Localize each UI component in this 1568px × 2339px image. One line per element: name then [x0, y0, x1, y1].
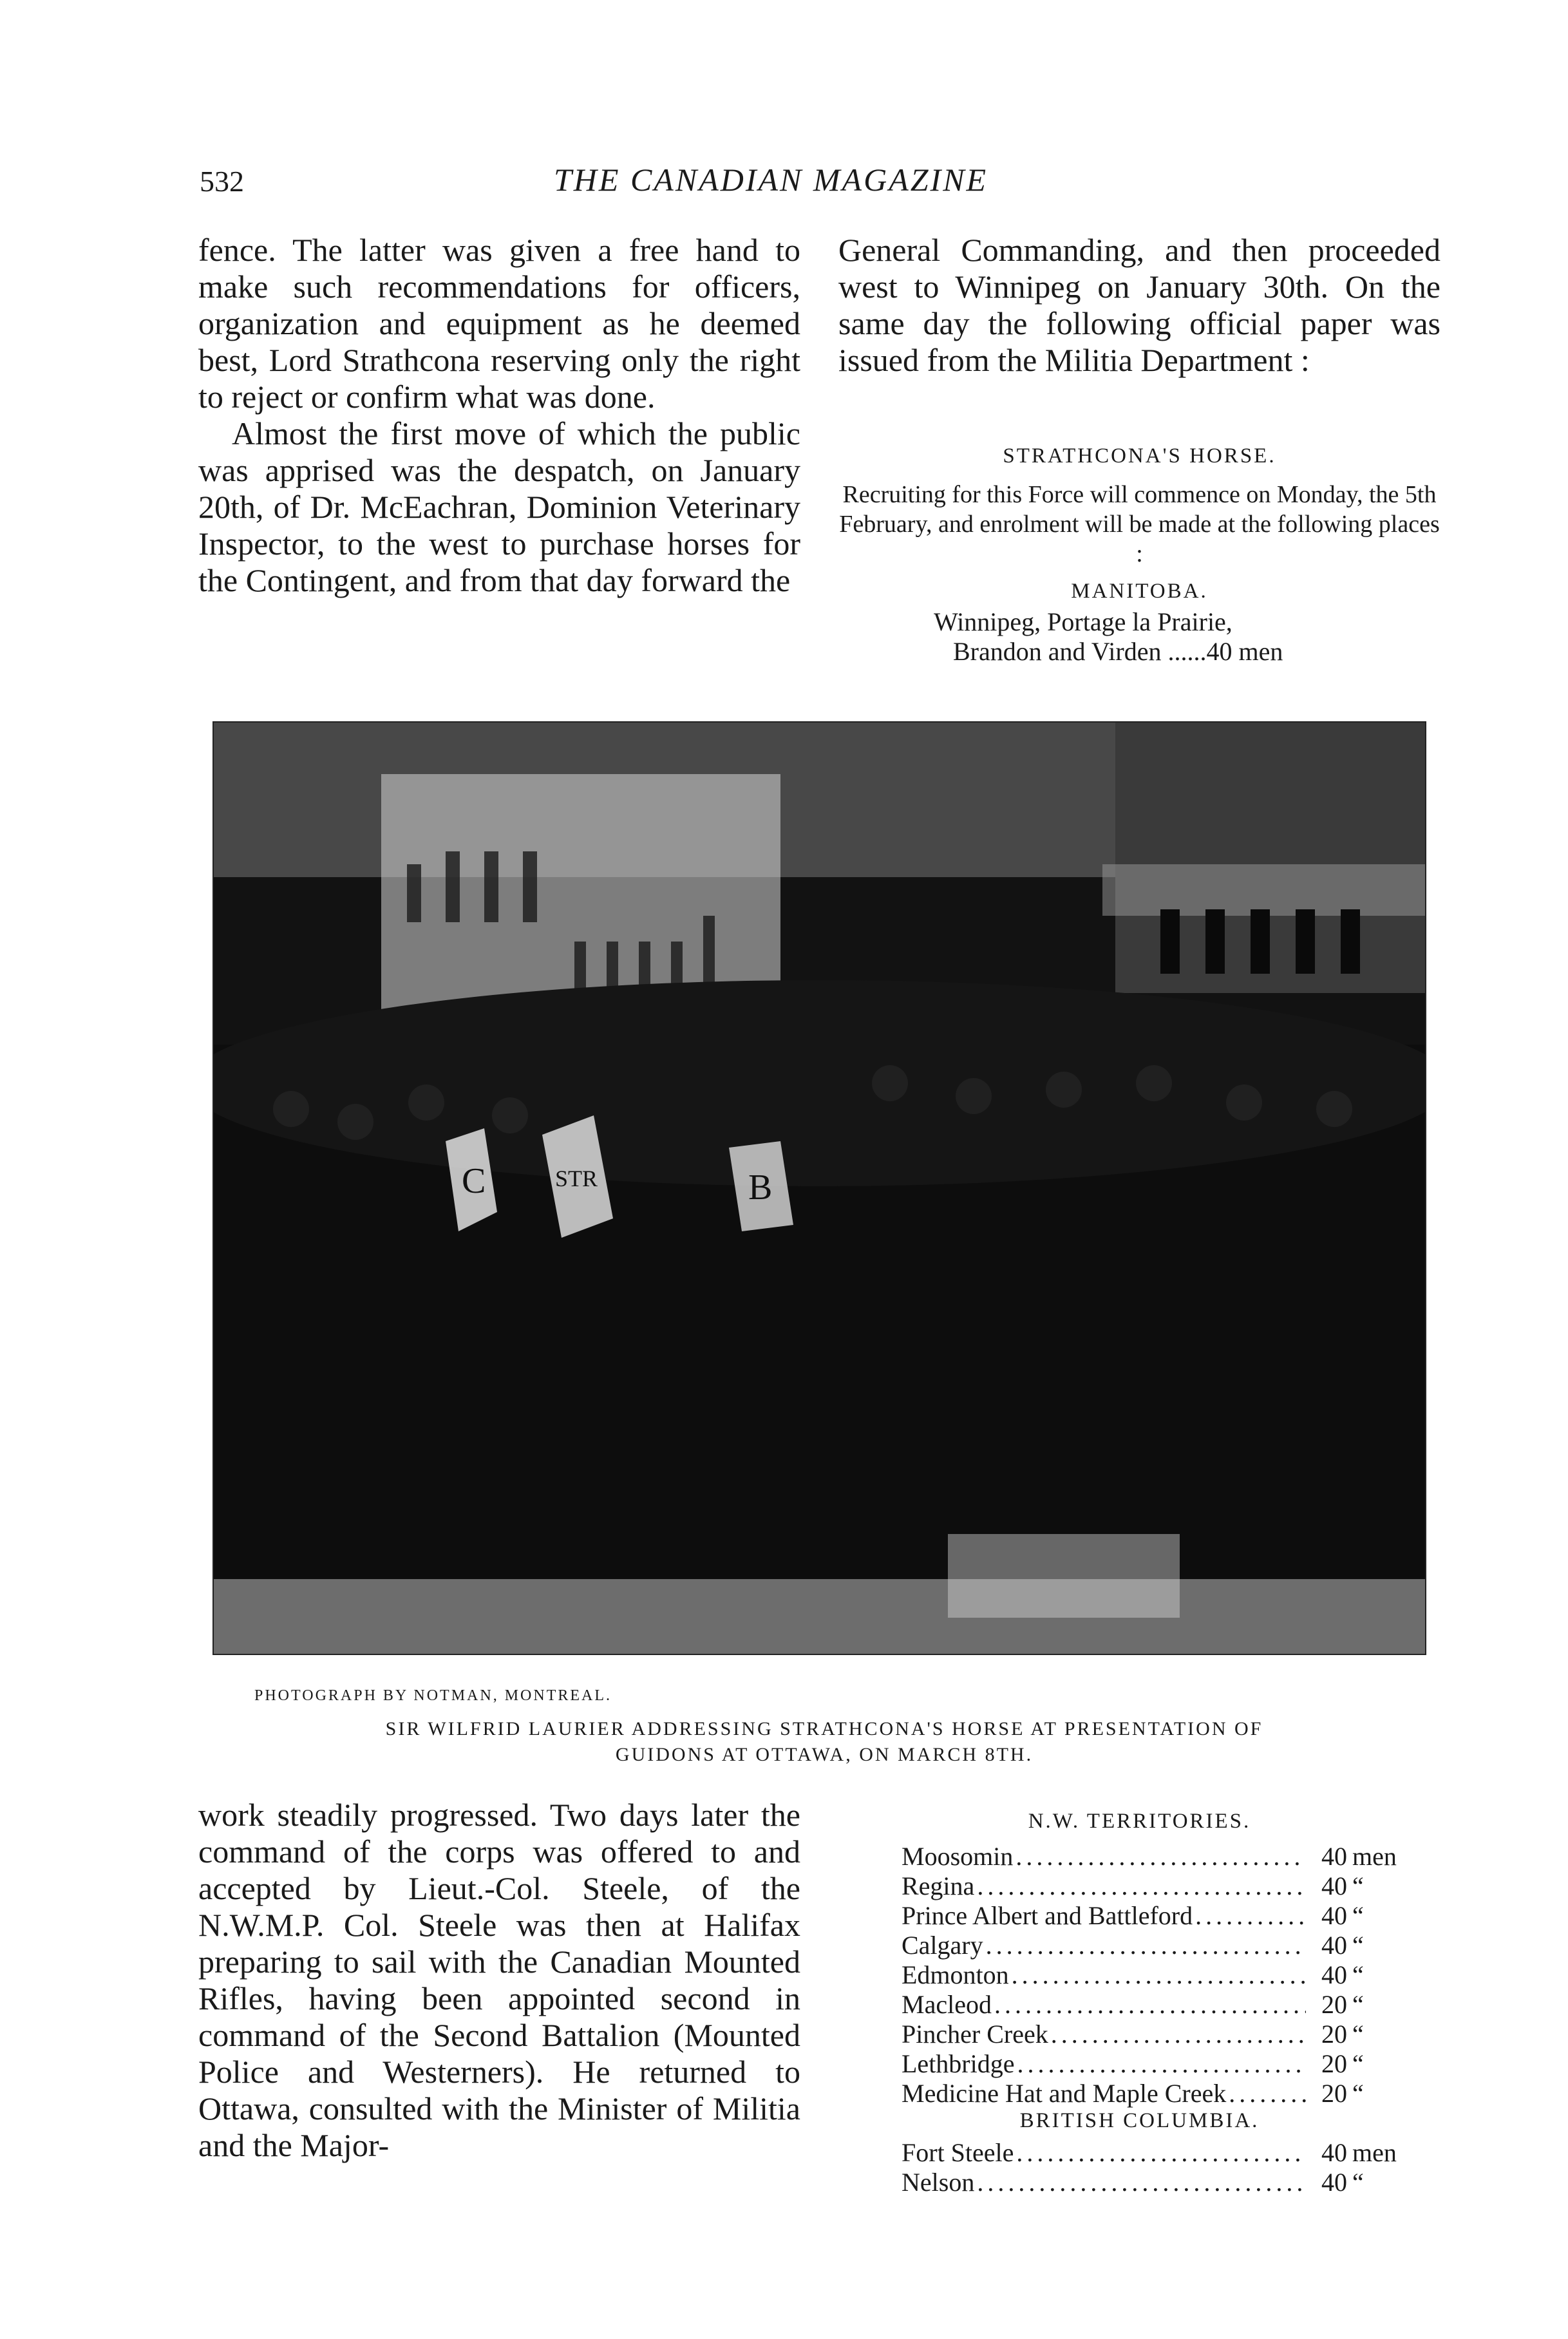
- british-columbia-heading: BRITISH COLUMBIA.: [1019, 2109, 1260, 2132]
- flag-label: B: [748, 1168, 773, 1207]
- british-columbia-list: [902, 2138, 1404, 2197]
- list-item: [902, 1931, 1404, 1960]
- list-item: [902, 2079, 1404, 2108]
- caption-line: SIR WILFRID LAURIER ADDRESSING STRATHCONA'S HORSE AT PRESENTATION OF: [385, 1718, 1263, 1739]
- recruit-count: 40: [1321, 1842, 1347, 1871]
- caption-line: GUIDONS AT OTTAWA, ON MARCH 8TH.: [615, 1744, 1034, 1765]
- place-name: Moosomin: [902, 1842, 1014, 1871]
- place-name: Calgary: [902, 1931, 983, 1960]
- recruit-count: 20: [1321, 2020, 1347, 2049]
- place-name: Prince Albert and Battleford: [902, 1901, 1193, 1930]
- unit: “: [1352, 2079, 1364, 2108]
- place-name: Macleod: [902, 1990, 992, 2019]
- left-column-bottom: [198, 1797, 800, 2164]
- place-name: Medicine Hat and Maple Creek: [902, 2079, 1227, 2108]
- place-name: Regina: [902, 1871, 975, 1900]
- photo-caption: [245, 1716, 1404, 1768]
- recruit-count: 20: [1321, 1990, 1347, 2019]
- manitoba-block: [838, 580, 1440, 603]
- paragraph: work steadily progressed. Two days later the command of the corps was offered to and accepted by Lieut.-Col. Steele, of the N.W.M.P. Col. Steele was then at Halifax preparing to sail with the Canadian Mounted Rifles, having been appointed second in command of the Second Battalion (Mounted Police and Westerners). He returned to Ottawa, consulted with the Minister of Militia and the Major-: [198, 1797, 800, 2163]
- right-column-top: [838, 232, 1440, 379]
- recruit-count: 40: [1321, 2168, 1347, 2197]
- unit: “: [1352, 1960, 1364, 1989]
- nw-territories-section: [838, 1810, 1440, 1833]
- recruit-count: 40: [1321, 1960, 1347, 1989]
- unit: “: [1352, 1871, 1364, 1900]
- manitoba-line: Brandon and Virden ......40 men: [953, 637, 1283, 666]
- recruit-count: 20: [1321, 2049, 1347, 2078]
- british-columbia-section: [838, 2109, 1440, 2133]
- recruit-count: 40: [1321, 2138, 1347, 2167]
- unit: “: [1352, 2168, 1364, 2197]
- unit: “: [1352, 1931, 1364, 1960]
- left-column-top: [198, 232, 800, 599]
- unit: “: [1352, 2020, 1364, 2049]
- order-section: [838, 444, 1440, 468]
- order-body: Recruiting for this Force will commence on Monday, the 5th February, and enrolment will be made at the following places :: [839, 481, 1440, 567]
- photograph: [213, 721, 1426, 1655]
- unit: “: [1352, 2049, 1364, 2078]
- paragraph: General Commanding, and then proceeded west to Winnipeg on January 30th. On the same day the following official paper was issued from the Militia Department :: [838, 232, 1440, 378]
- order-heading: STRATHCONA'S HORSE.: [1003, 444, 1276, 468]
- manitoba-heading: MANITOBA.: [1071, 580, 1208, 603]
- crowd-photo-illustration: [214, 723, 1426, 1655]
- recruit-count: 40: [1321, 1871, 1347, 1900]
- list-item: [902, 1842, 1404, 1871]
- list-item: [902, 1901, 1404, 1931]
- place-name: Nelson: [902, 2168, 975, 2197]
- page-number: 532: [200, 165, 244, 198]
- recruit-count: 40: [1321, 1931, 1347, 1960]
- list-item: [902, 1871, 1404, 1901]
- place-name: Edmonton: [902, 1960, 1009, 1989]
- photo-credit: PHOTOGRAPH BY NOTMAN, MONTREAL.: [254, 1687, 612, 1704]
- unit: “: [1352, 1990, 1364, 2019]
- place-name: Pincher Creek: [902, 2020, 1048, 2049]
- unit: men: [1352, 2138, 1397, 2167]
- paragraph: fence. The latter was given a free hand to make such recommendations for officers, organization and equipment as he deemed best, Lord Strathcona reserving only the right to reject or confirm what was done.: [198, 232, 800, 415]
- list-item: [902, 2168, 1404, 2197]
- place-name: Fort Steele: [902, 2138, 1014, 2167]
- flag-label: C: [462, 1161, 486, 1201]
- order-body-block: [838, 480, 1440, 569]
- list-item: [902, 2138, 1404, 2168]
- nw-territories-list: [902, 1842, 1404, 2108]
- list-item: [902, 1990, 1404, 2020]
- list-item: [902, 2020, 1404, 2049]
- manitoba-line: Winnipeg, Portage la Prairie,: [934, 607, 1233, 636]
- place-name: Lethbridge: [902, 2049, 1015, 2078]
- flag-label: STR: [555, 1166, 598, 1191]
- unit: men: [1352, 1842, 1397, 1871]
- list-item: [902, 2049, 1404, 2079]
- paragraph: Almost the first move of which the public was apprised was the despatch, on January 20th, of Dr. McEachran, Dominion Veterinary Inspector, to the west to purchase horses for the Contingent, and from that day forward the: [198, 415, 800, 598]
- recruit-count: 40: [1321, 1901, 1347, 1930]
- recruit-count: 20: [1321, 2079, 1347, 2108]
- unit: “: [1352, 1901, 1364, 1930]
- list-item: [902, 1960, 1404, 1990]
- running-title: THE CANADIAN MAGAZINE: [554, 162, 988, 198]
- nw-territories-heading: N.W. TERRITORIES.: [1028, 1810, 1251, 1833]
